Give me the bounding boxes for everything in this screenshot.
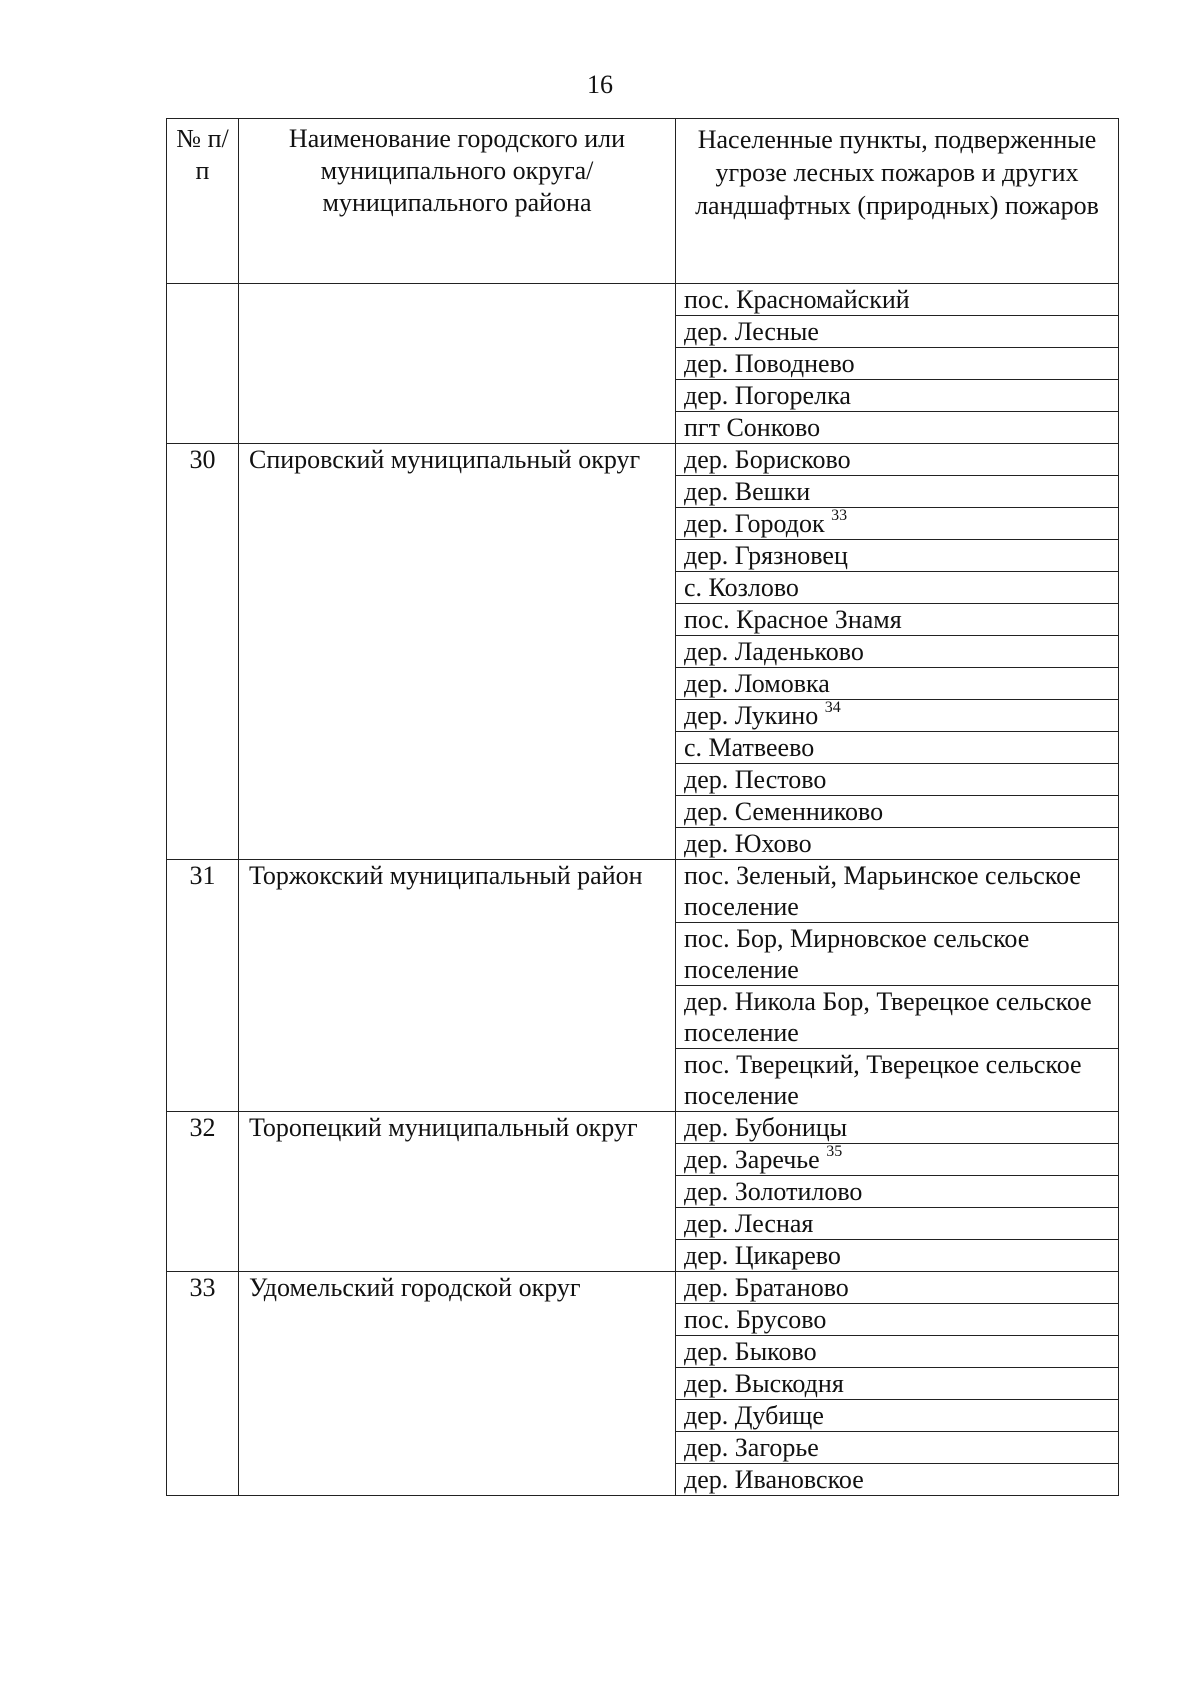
district-name: Спировский муниципальный округ — [239, 444, 676, 860]
settlement-name: с. Козлово — [684, 573, 799, 602]
settlement-cell — [676, 1144, 1119, 1176]
district-name — [239, 284, 676, 444]
settlement-name: дер. Вешки — [684, 477, 811, 506]
settlement-cell — [676, 316, 1119, 348]
settlement-cell — [676, 1432, 1119, 1464]
settlement-name: дер. Никола Бор, Тверецкое сельское поселение — [684, 987, 1092, 1047]
table-header-row — [167, 119, 1119, 284]
settlement-cell — [676, 668, 1119, 700]
settlement-name: дер. Ломовка — [684, 669, 830, 698]
settlement-cell — [676, 1272, 1119, 1304]
settlement-name: пос. Брусово — [684, 1305, 827, 1334]
settlement-name: дер. Лесные — [684, 317, 819, 346]
settlement-name: дер. Заречье — [684, 1145, 820, 1174]
settlement-cell — [676, 284, 1119, 316]
settlement-cell — [676, 700, 1119, 732]
settlement-cell — [676, 1400, 1119, 1432]
settlement-name: дер. Лукино — [684, 701, 819, 730]
settlement-name: дер. Братаново — [684, 1273, 849, 1302]
row-number — [167, 284, 239, 444]
header-settlements: Населенные пункты, подверженные угрозе лесных пожаров и других ландшафтных (природных) пожаров — [676, 119, 1119, 284]
settlement-cell — [676, 1336, 1119, 1368]
settlement-name: дер. Быково — [684, 1337, 817, 1366]
settlement-name: пос. Красномайский — [684, 285, 910, 314]
row-number: 30 — [167, 444, 239, 860]
settlement-cell — [676, 348, 1119, 380]
table-row — [167, 1272, 1119, 1304]
settlement-name: дер. Пестово — [684, 765, 827, 794]
settlement-cell — [676, 1304, 1119, 1336]
row-number: 32 — [167, 1112, 239, 1272]
settlement-cell — [676, 412, 1119, 444]
settlement-name: дер. Погорелка — [684, 381, 851, 410]
settlements-table — [166, 118, 1119, 1496]
footnote-marker: 35 — [826, 1143, 843, 1161]
header-num: № п/п — [167, 119, 239, 284]
settlement-cell — [676, 1464, 1119, 1496]
settlement-cell — [676, 1368, 1119, 1400]
table-row — [167, 860, 1119, 923]
settlement-cell — [676, 604, 1119, 636]
settlement-cell — [676, 572, 1119, 604]
settlement-name: пгт Сонково — [684, 413, 821, 442]
settlement-cell — [676, 923, 1119, 986]
settlement-name: дер. Ладеньково — [684, 637, 864, 666]
settlement-cell — [676, 1208, 1119, 1240]
settlement-cell — [676, 540, 1119, 572]
settlement-cell — [676, 1049, 1119, 1112]
row-number: 31 — [167, 860, 239, 1112]
settlement-cell — [676, 444, 1119, 476]
settlement-cell — [676, 636, 1119, 668]
settlement-name: с. Матвеево — [684, 733, 815, 762]
settlement-cell — [676, 380, 1119, 412]
settlement-name: дер. Золотилово — [684, 1177, 863, 1206]
settlement-cell — [676, 796, 1119, 828]
settlement-cell — [676, 764, 1119, 796]
table-row — [167, 444, 1119, 476]
settlement-cell — [676, 508, 1119, 540]
settlement-name: дер. Ивановское — [684, 1465, 864, 1494]
settlement-cell — [676, 732, 1119, 764]
table-body — [167, 284, 1119, 1496]
settlement-cell — [676, 860, 1119, 923]
settlement-cell — [676, 476, 1119, 508]
settlement-name: дер. Юхово — [684, 829, 812, 858]
district-name: Удомельский городской округ — [239, 1272, 676, 1496]
settlement-name: пос. Бор, Мирновское сельское поселение — [684, 924, 1030, 984]
settlement-name: пос. Тверецкий, Тверецкое сельское поселение — [684, 1050, 1082, 1110]
settlement-name: дер. Бубоницы — [684, 1113, 848, 1142]
settlement-name: пос. Красное Знамя — [684, 605, 902, 634]
settlement-cell — [676, 1112, 1119, 1144]
settlement-name: дер. Поводнево — [684, 349, 855, 378]
district-name: Торопецкий муниципальный округ — [239, 1112, 676, 1272]
settlement-name: дер. Городок — [684, 509, 825, 538]
settlement-cell — [676, 1176, 1119, 1208]
table-row — [167, 284, 1119, 316]
settlement-name: дер. Загорье — [684, 1433, 819, 1462]
settlement-cell — [676, 1240, 1119, 1272]
settlement-name: дер. Грязновец — [684, 541, 848, 570]
district-name: Торжокский муниципальный район — [239, 860, 676, 1112]
settlement-name: дер. Выскодня — [684, 1369, 844, 1398]
settlement-name: дер. Лесная — [684, 1209, 814, 1238]
header-district-name: Наименование городского или муниципального округа/муниципального района — [239, 119, 676, 284]
settlement-name: дер. Борисково — [684, 445, 851, 474]
settlement-name: дер. Цикарево — [684, 1241, 841, 1270]
table-row — [167, 1112, 1119, 1144]
page-number: 16 — [587, 70, 613, 99]
settlement-name: дер. Дубище — [684, 1401, 824, 1430]
settlement-cell — [676, 828, 1119, 860]
settlement-cell — [676, 986, 1119, 1049]
footnote-marker: 33 — [831, 507, 848, 525]
row-number: 33 — [167, 1272, 239, 1496]
settlement-name: пос. Зеленый, Марьинское сельское поселение — [684, 861, 1081, 921]
footnote-marker: 34 — [824, 699, 841, 717]
settlement-name: дер. Семенниково — [684, 797, 884, 826]
